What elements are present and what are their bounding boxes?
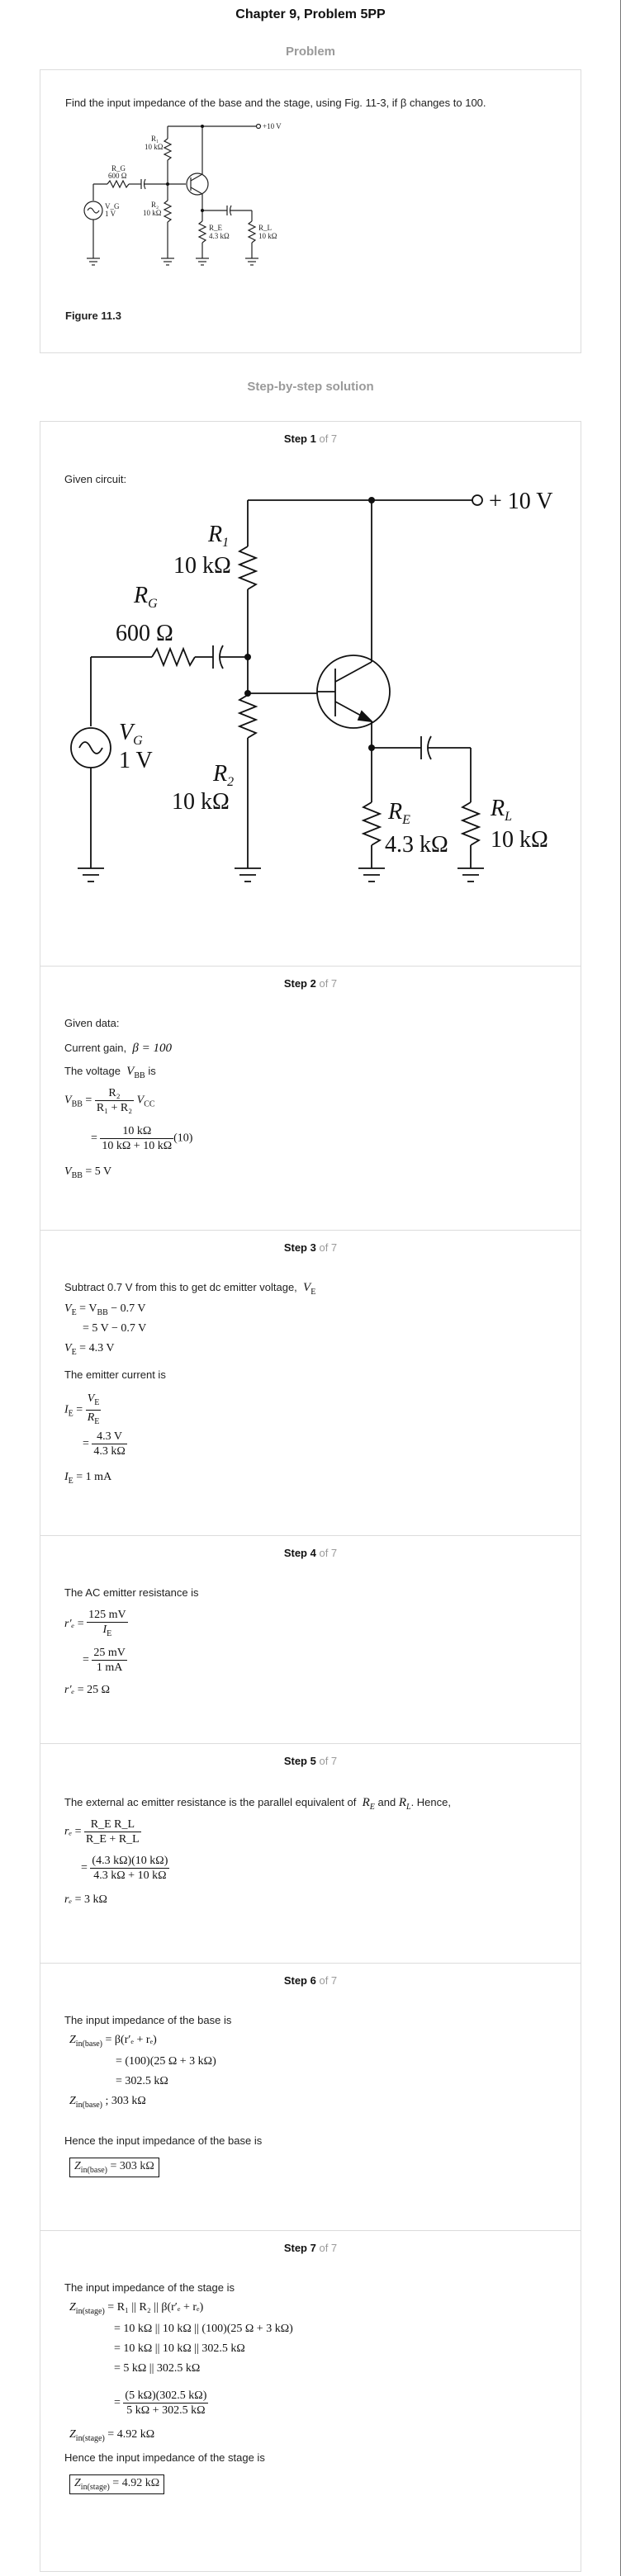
circuit-r1-value: 10 kΩ: [173, 553, 231, 579]
fig-r2-value: 10 kΩ: [143, 209, 162, 217]
step-2-given: Given data:: [64, 1017, 120, 1029]
step-6-eq2: = (100)(25 Ω + 3 kΩ): [116, 2055, 216, 2068]
step-6-hence: Hence the input impedance of the base is: [64, 2134, 263, 2147]
circuit-r2-value: 10 kΩ: [172, 789, 230, 815]
fig-re-label: R_E: [209, 224, 223, 232]
problem-figure: [62, 118, 334, 283]
step-3-ie-eq1: $I_E$ = $\frac{V_E}{R_E}$: [64, 1392, 100, 1426]
step-7-hence: Hence the input impedance of the stage is: [64, 2451, 265, 2464]
circuit-vcc-label: + 10 V: [489, 489, 553, 514]
divider: [40, 1963, 581, 1964]
fig-vg-label: V_G: [105, 202, 120, 210]
step-7-intro: The input impedance of the stage is: [64, 2281, 235, 2294]
fig-r1-label: R₁: [151, 135, 159, 143]
divider: [40, 1230, 581, 1231]
circuit-rl-value: 10 kΩ: [491, 827, 548, 853]
step-2-eq3: $V_{BB} = 5$ V: [64, 1165, 112, 1180]
step-5-eq2: = $\frac{(4.3 k\Omega)(10 k\Omega)}{4.3 k\Omega + 10 k\Omega}$: [81, 1855, 168, 1882]
step-7-answer-box: $Z_{in(stage)} = 4.92$ kΩ: [69, 2474, 164, 2494]
step-2-gain: Current gain, β = 100: [64, 1042, 172, 1055]
step-7-eq4: = 5 kΩ || 302.5 kΩ: [114, 2362, 201, 2375]
step-7-title: Step 7 of 7: [283, 2242, 338, 2254]
step-5-title: Step 5 of 7: [283, 1755, 338, 1767]
fig-vcc-label: +10 V: [263, 122, 282, 130]
step-3-current-text: The emitter current is: [64, 1368, 166, 1381]
step-4-final: r′ₑ = 25 Ω: [64, 1684, 110, 1696]
step-6-eq4: $Z_{in(base)}$ ; 303 kΩ: [69, 2095, 146, 2110]
fig-vg-value: 1 V: [105, 210, 116, 218]
divider: [40, 1743, 581, 1744]
divider: [40, 1535, 581, 1536]
step-7-eq6: $Z_{in(stage)} = 4.92$ kΩ: [69, 2428, 155, 2443]
step-6-title: Step 6 of 7: [283, 1974, 338, 1987]
step-4-eq1: r′ₑ = $\frac{125 mV}{I_E}$: [64, 1609, 126, 1638]
fig-rl-label: R_L: [258, 224, 273, 232]
fig-r1-value: 10 kΩ: [145, 143, 164, 151]
problem-statement: Find the input impedance of the base and the stage, using Fig. 11-3, if β changes to 100.: [65, 97, 486, 109]
circuit-vg-value: 1 V: [119, 748, 153, 773]
step-5-final: rₑ = 3 kΩ: [64, 1893, 107, 1906]
fig-rl-value: 10 kΩ: [258, 232, 277, 240]
step-6-eq3: = 302.5 kΩ: [116, 2075, 168, 2087]
circuit-r2-label: $R_2$: [213, 761, 235, 789]
fig-re-value: 4.3 kΩ: [209, 232, 230, 240]
circuit-re-value: 4.3 kΩ: [385, 832, 448, 858]
step-2-voltage-text: The voltage $V_{BB}$ is: [64, 1065, 156, 1080]
problem-card: [40, 69, 581, 353]
step-7-eq5: = $\frac{(5 k\Omega)(302.5 k\Omega)}{5 k\Omega + 302.5 k\Omega}$: [114, 2389, 207, 2417]
step-6-eq1: $Z_{in(base)} = \beta(r'_e + r_e)$: [69, 2034, 157, 2049]
step-2-eq1: $V_{BB}$ = $\frac{\text{R₂}}{\text{R₁ + R₂}}$ $V_{CC}$: [64, 1087, 155, 1114]
step-1-circuit: [58, 479, 570, 908]
step-3-eq2: = 5 V − 0.7 V: [83, 1322, 147, 1335]
step-1-title: Step 1 of 7: [283, 432, 338, 445]
figure-caption: Figure 11.3: [65, 310, 121, 322]
divider: [40, 966, 581, 967]
step-4-intro: The AC emitter resistance is: [64, 1586, 199, 1599]
step-7-eq1: $Z_{in(stage)} = R_1$ || R₂ || β(r′ₑ + rₑ): [69, 2301, 204, 2316]
circuit-rg-value: 600 Ω: [116, 621, 173, 646]
circuit-vg-label: $V_G$: [119, 720, 143, 748]
step-3-eq1: $V_E = V_{BB} - 0.7$ V: [64, 1302, 146, 1317]
circuit-re-label: $R_E$: [388, 799, 410, 827]
fig-r2-label: R₂: [151, 201, 159, 209]
fig-rg-value: 600 Ω: [108, 172, 127, 180]
step-4-title: Step 4 of 7: [283, 1547, 338, 1559]
solution-heading: Step-by-step solution: [247, 380, 374, 394]
step-2-eq2: = $\frac{10 k\Omega}{10 k\Omega + 10 k\Omega}$ (10): [91, 1125, 193, 1152]
step-4-eq2: = $\frac{25 mV}{1 mA}$: [83, 1647, 126, 1674]
circuit-r1-label: $R_1$: [208, 522, 230, 550]
step-3-eq3: $V_E = 4.3$ V: [64, 1342, 115, 1357]
circuit-rl-label: $R_L$: [491, 796, 513, 824]
step-6-answer-box: $Z_{in(base)} = 303$ kΩ: [69, 2158, 159, 2177]
circuit-rg-label: $R_G$: [134, 583, 158, 611]
step-3-intro: Subtract 0.7 V from this to get dc emitter voltage, $V_E$: [64, 1281, 316, 1297]
step-2-title: Step 2 of 7: [283, 977, 338, 990]
step-3-ie-eq2: = $\frac{4.3 V}{4.3 k\Omega}$: [83, 1430, 126, 1458]
divider: [40, 2230, 581, 2231]
step-1-intro: Given circuit:: [64, 473, 127, 485]
step-3-title: Step 3 of 7: [283, 1241, 338, 1254]
page-title: Chapter 9, Problem 5PP: [235, 7, 386, 21]
step-6-intro: The input impedance of the base is: [64, 2014, 232, 2026]
step-5-eq1: rₑ = $\frac{\text{R\_E R\_L}}{R\_E + R\_L}$: [64, 1818, 140, 1846]
fig-rg-label: R_G: [111, 164, 126, 173]
step-5-intro: The external ac emitter resistance is the parallel equivalent of $R_E$ and $R_L$. Hence,: [64, 1796, 451, 1812]
step-3-ie-final: $I_E = 1$ mA: [64, 1471, 112, 1486]
step-7-eq2: = 10 kΩ || 10 kΩ || (100)(25 Ω + 3 kΩ): [114, 2323, 293, 2335]
step-7-eq3: = 10 kΩ || 10 kΩ || 302.5 kΩ: [114, 2342, 245, 2355]
problem-heading: Problem: [285, 45, 335, 59]
